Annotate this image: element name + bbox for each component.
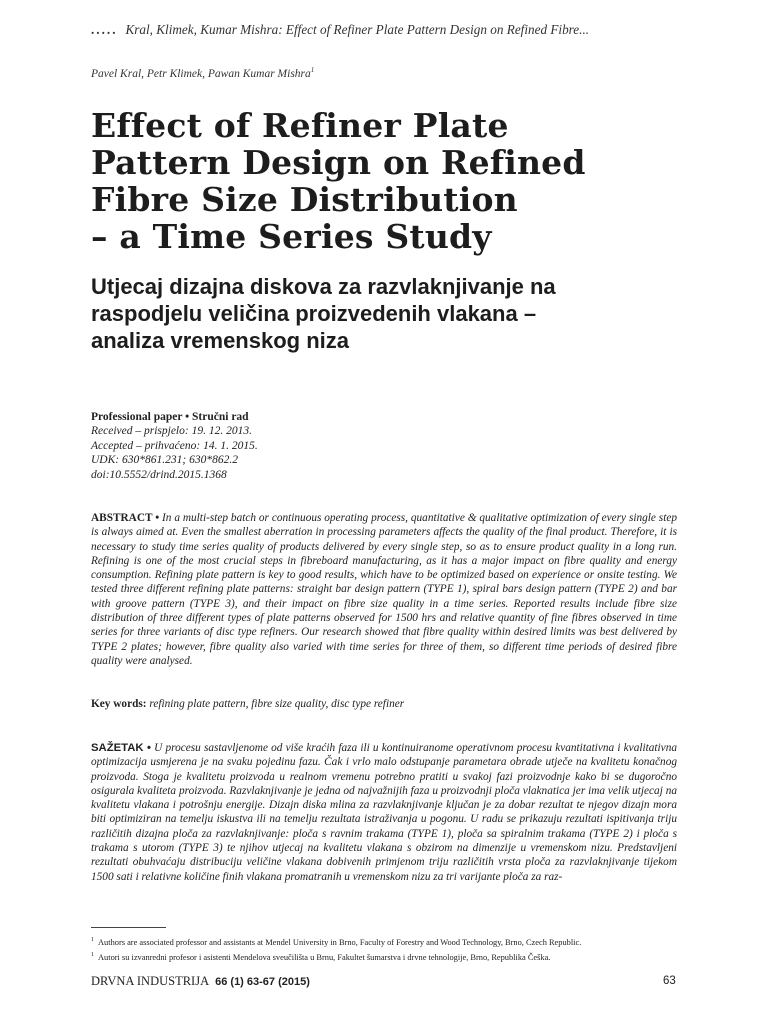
paper-metadata <box>91 410 258 482</box>
page-number: 63 <box>663 975 676 987</box>
running-head-text: Kral, Klimek, Kumar Mishra: Effect of Refiner Plate Pattern Design on Refined Fibre... <box>125 22 590 37</box>
journal-volume: 66 (1) 63-67 (2015) <box>215 976 310 988</box>
keywords <box>91 698 677 710</box>
subtitle-line: analiza vremenskog niza <box>91 328 349 353</box>
title-line: Effect of Refiner Plate <box>91 106 509 145</box>
abstract <box>91 511 677 668</box>
doi: doi:10.5552/drind.2015.1368 <box>91 468 227 481</box>
footnote-text: Authors are associated professor and assistants at Mendel University in Brno, Faculty of Forestry and Wood Technology, Brno, Czech Republic. <box>98 937 582 947</box>
abstract-text: In a multi-step batch or continuous operating process, quantitative & qualitative optimization of every single step is always aimed at. Even the smallest aberration in processing parameters affects the quality of the final product. Therefore, it is necessary to study time series quality of products delivered by every single step, so as to ensure product quality in a long run. Refining is one of the most crucial steps in fibreboard manufacturing, as it has a major impact on fibre quality and energy consumption. Refining plate pattern is key to good results, which have to be optimized based on experience or onsite testing. We tested three different refining plate patterns: straight bar design pattern (TYPE 1), spiral bars design pattern (TYPE 2) and bar with groove pattern (TYPE 3), and their impact on fibre size quality in a time series. Reported results include fibre size distribution of three different types of plate patterns observed for 1500 hrs and relative quantity of fine fibres observed in time series for three variants of disc type refiners. Our research showed that fibre quality within desired limits was best delivered by TYPE 2 plates; however, fibre quality also varied with time series for three of them, so different time periods of desired fibre quality were analysed. <box>91 512 677 667</box>
sazetak <box>91 741 677 884</box>
abstract-label: ABSTRACT • <box>91 512 160 524</box>
udk-code: UDK: 630*861.231; 630*862.2 <box>91 454 238 467</box>
paper-subtitle <box>91 273 711 354</box>
footnote-english <box>91 935 691 948</box>
journal-footer <box>91 974 310 989</box>
sazetak-label: SAŽETAK • <box>91 742 151 754</box>
title-line: – a Time Series Study <box>91 217 492 256</box>
subtitle-line: Utjecaj dizajna diskova za razvlaknjivanje na <box>91 274 556 299</box>
keywords-label: Key words: <box>91 698 147 710</box>
sazetak-text: U procesu sastavljenome od više kraćih faza ili u kontinuiranome operativnom procesu kvantitativna i kvalitativna optimizacija usmjerena je na svaku pojedinu fazu. Čak i vrlo malo odstupanje parametara obrade utječe na kvalitetu konačnog proizvoda. Stoga je kvalitetu proizvoda u realnom vremenu potrebno pratiti u svakoj fazi proizvodnje kako bi se dugoročno osigurala kvaliteta proizvoda. Razvlaknjivanje je jedna od najvažnijih faza u proizvodnji ploča vlaknatica jer ima velik utjecaj na kvalitetu vlakana i potrošnju energije. Dizajn diska mlina za razvlaknjivanje ključan je za dobar rezultat te njegov dizajn mora biti optimiziran na temelju iskustva ili na temelju rezultata istraživanja u pogonu. U radu se prikazuju rezultati ispitivanja triju različitih dizajna ploča za razvlaknjivanje: ploča s ravnim trakama (TYPE 1), ploča sa spiralnim trakama (TYPE 2) i ploča s trakama s utorom (TYPE 3) te njihov utjecaj na kvalitetu vlakana s obzirom na dimenzije u vremenskom nizu. Predstavljeni rezultati obuhvaćaju distribuciju veličine vlakana dobivenih primjenom triju različitih vrsta ploča za razvlaknjivanje tijekom 1500 sati i relativne količine finih vlakana promatranih u vremenskom nizu za tri varijante ploča za raz- <box>91 742 677 883</box>
author-list <box>91 66 314 80</box>
author-footnote-mark: 1 <box>310 66 315 74</box>
footnote-croatian <box>91 950 691 963</box>
received-date: Received – prispjelo: 19. 12. 2013. <box>91 425 252 438</box>
accepted-date: Accepted – prihvaćeno: 14. 1. 2015. <box>91 439 258 452</box>
keywords-text: refining plate pattern, fibre size quality, disc type refiner <box>149 698 405 710</box>
running-head-dots: ..... <box>91 22 118 37</box>
title-line: Fibre Size Distribution <box>91 180 518 219</box>
title-line: Pattern Design on Refined <box>91 143 586 182</box>
journal-name: DRVNA INDUSTRIJA <box>91 974 210 988</box>
paper-title <box>91 107 711 255</box>
footnote-divider <box>91 927 166 928</box>
author-names: Pavel Kral, Petr Klimek, Pawan Kumar Mishra <box>91 67 311 80</box>
subtitle-line: raspodjelu veličina proizvedenih vlakana – <box>91 301 537 326</box>
footnote-mark: 1 <box>91 952 94 958</box>
running-head <box>91 22 589 38</box>
footnote-mark: 1 <box>91 937 94 943</box>
footnote-text: Autori su izvanredni profesor i asistenti Mendelova sveučilišta u Brnu, Fakultet šumarstva i drvne tehnologije, Brno, Republika Češka. <box>98 952 551 962</box>
paper-type: Professional paper • Stručni rad <box>91 411 249 423</box>
